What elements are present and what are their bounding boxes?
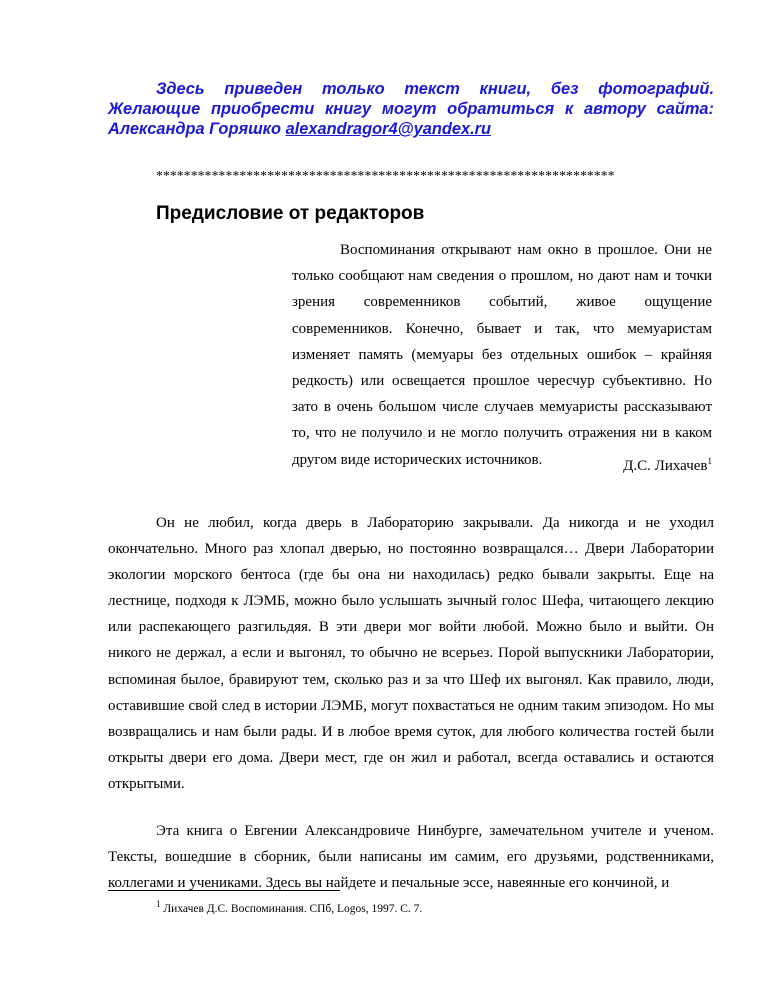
- footnote-text: Лихачев Д.С. Воспоминания. СПб, Logos, 1997. С. 7.: [163, 903, 423, 915]
- epigraph-author-name: Д.С. Лихачев: [623, 458, 708, 474]
- notice-text: Здесь приведен только текст книги, без фотографий. Желающие приобрести книгу могут обратиться к автору сайта: Александра Горяшко: [108, 80, 714, 138]
- epigraph-author: [623, 458, 712, 475]
- availability-notice: [108, 79, 714, 139]
- epigraph: [292, 237, 712, 473]
- body-paragraph-2: Эта книга о Евгении Александровиче Нинбурге, замечательном учителе и ученом. Тексты, вошедшие в сборник, были написаны им самим, его друзьями, родственниками, коллегами и учениками. Здесь вы найдете и печальные эссе, навеянные его кончиной, и: [108, 823, 714, 892]
- author-email-link[interactable]: alexandragor4@yandex.ru: [285, 120, 492, 138]
- footnote-mark: 1: [156, 899, 161, 910]
- body-paragraph-1: Он не любил, когда дверь в Лабораторию закрывали. Да никогда и не уходил окончательно. Много раз хлопал дверью, но постоянно возвращался… Двери Лаборатории экологии морского бентоса (где бы она ни находилась) редко бывали закрыты. Еще на лестнице, подходя к ЛЭМБ, можно было услышать зычный голос Шефа, читающего лекцию или распекающего разгильдяя. В эти двери мог войти любой. Можно было и выйти. Он никого не держал, а если и выгонял, то обычно не всерьез. Порой выпускники Лаборатории, вспоминая былое, бравируют тем, сколько раз и за что Шеф их выгонял. Как правило, люди, оставившие свой след в истории ЛЭМБ, могут похвастаться не одним таким эпизодом. Но мы возвращались и нам были рады. И в любое время суток, для любого количества гостей были открыты двери его дома. Двери мест, где он жил и работал, всегда оставались и остаются открытыми.: [108, 515, 714, 792]
- footnote-divider: [108, 890, 340, 891]
- epigraph-text: Воспоминания открывают нам окно в прошлое. Они не только сообщают нам сведения о прошлом, но дают нам и точки зрения современников событий, живое ощущение современников. Конечно, бывает и так, что мемуаристам изменяет память (мемуары без отдельных ошибок – крайняя редкость) или освещается прошлое чересчур субъективно. Но зато в очень большом числе случаев мемуаристы рассказывают то, что не получило и не могло получить отражения ни в каком другом виде исторических источников.: [292, 242, 712, 468]
- footnote: [156, 899, 423, 915]
- footnote-reference[interactable]: 1: [707, 456, 712, 466]
- section-separator: ******************************************************************: [156, 168, 615, 183]
- page-title: Предисловие от редакторов: [156, 203, 425, 224]
- notice-paragraph: [108, 79, 714, 139]
